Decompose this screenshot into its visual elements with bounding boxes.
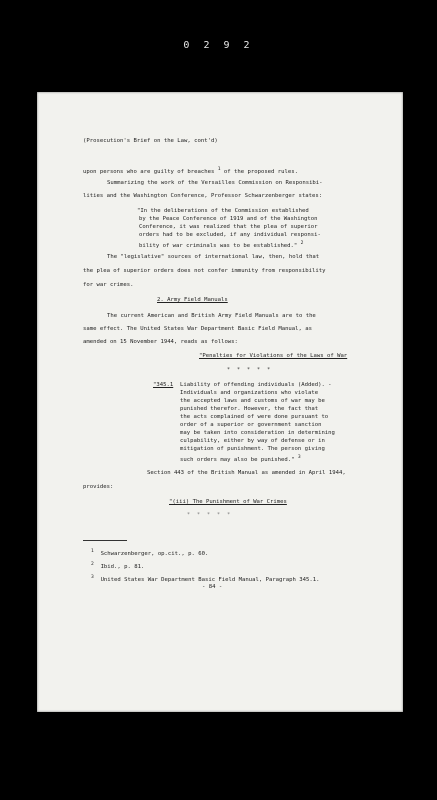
- ellipsis-stars: * * * * *: [227, 367, 273, 373]
- quote-1-line: by the Peace Conference of 1919 and of the Washington: [139, 216, 318, 222]
- quote-2-line: order of a superior or government sanction: [180, 422, 322, 428]
- quote-2-line: the acts complained of were done pursuant to: [180, 414, 329, 420]
- quote-1-line: bility of war criminals was to be established." $^2$: [139, 241, 304, 249]
- footnote-ref-3: 3: [297, 455, 301, 460]
- paragraph-3-line-2: the plea of superior orders does not confer immunity from responsibility: [83, 268, 326, 274]
- quote-2-line: punished therefor. However, the fact that: [180, 406, 319, 412]
- paragraph-2-line-2: lities and the Washington Conference, Professor Schwarzenberger states:: [83, 193, 323, 199]
- quote-2-line: Individuals and organizations who violate: [180, 390, 319, 396]
- footnote-divider: [83, 540, 127, 541]
- paragraph-1: upon persons who are guilty of breaches $^1$ of the proposed rules.: [83, 167, 298, 175]
- quote-2-paragraph-number: "345.1: [153, 382, 174, 388]
- paragraph-3-line-1: The "legislative" sources of international law, then, hold that: [107, 254, 320, 260]
- footnote-ref-1: 1: [217, 167, 221, 172]
- footnote-ref-2: 2: [300, 241, 304, 246]
- quote-2-title: "Penalties for Violations of the Laws of War: [199, 353, 348, 359]
- quote-3-title: "(iii) The Punishment of War Crimes: [169, 499, 287, 505]
- running-header: (Prosecution's Brief on the Law, cont'd): [83, 138, 218, 144]
- paragraph-2-line-1: Summarizing the work of the Versailles Commission on Responsibi-: [107, 180, 323, 186]
- quote-1-line: orders had to be excluded, if any individual responsi-: [139, 232, 321, 238]
- paragraph-5-line-1: Section 443 of the British Manual as amended in April 1944,: [147, 470, 346, 476]
- ellipsis-stars: * * * * *: [187, 512, 233, 518]
- quote-2-line: culpability, either by way of defense or in: [180, 438, 325, 444]
- quote-2-line: may be taken into consideration in determining: [180, 430, 335, 436]
- paragraph-5-line-2: provides:: [83, 484, 114, 490]
- footnote-1: $^1$ Schwarzenberger, op.cit., p. 60.: [91, 549, 209, 557]
- quote-1-line: "In the deliberations of the Commission established: [137, 208, 309, 214]
- paragraph-4-line-3: amended on 15 November 1944, reads as follows:: [83, 339, 238, 345]
- quote-2-line: Liability of offending individuals (Added). -: [180, 382, 332, 388]
- document-page: [37, 92, 403, 712]
- paragraph-4-line-1: The current American and British Army Field Manuals are to the: [107, 313, 316, 319]
- page-number: - 84 -: [202, 584, 223, 590]
- section-heading: 2. Army Field Manuals: [157, 297, 228, 303]
- quote-1-line: Conference, it was realized that the plea of superior: [139, 224, 318, 230]
- quote-2-line: such orders may also be punished." $^3$: [180, 455, 301, 463]
- paragraph-4-line-2: same effect. The United States War Department Basic Field Manual, as: [83, 326, 313, 332]
- quote-2-line: mitigation of punishment. The person giving: [180, 446, 325, 452]
- microfilm-frame-number: 0 2 9 2: [183, 40, 254, 51]
- paragraph-3-line-3: for war crimes.: [83, 282, 134, 288]
- quote-2-line: the accepted laws and customs of war may be: [180, 398, 325, 404]
- footnote-3: $^3$ United States War Department Basic Field Manual, Paragraph 345.1.: [91, 575, 320, 583]
- footnote-2: $^2$ Ibid., p. 81.: [91, 562, 145, 570]
